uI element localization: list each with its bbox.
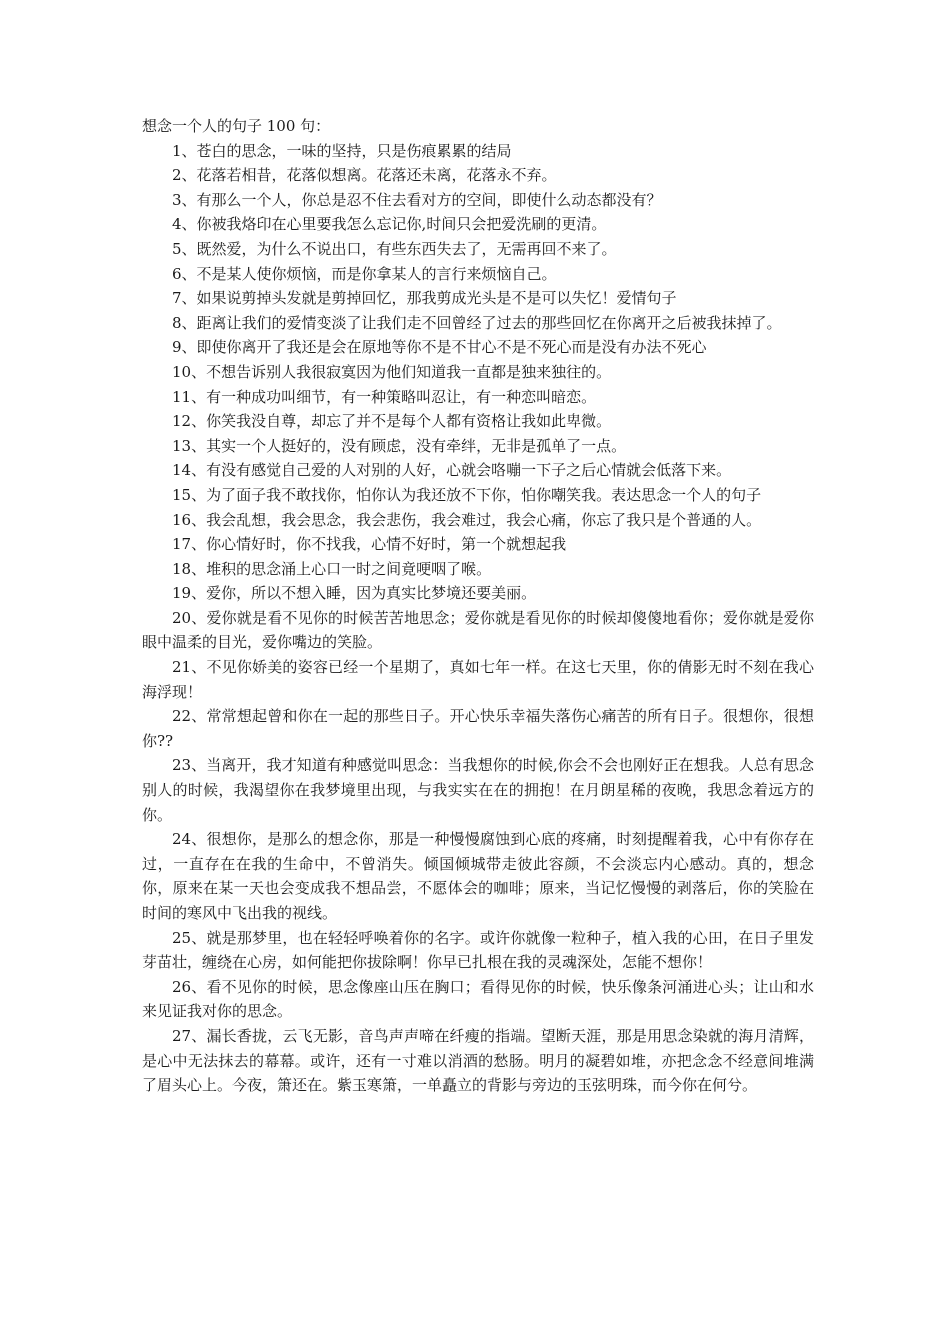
quote-item: 15、为了面子我不敢找你，怕你认为我还放不下你，怕你嘲笑我。表达思念一个人的句子 [172, 485, 762, 504]
quote-item: 19、爱你，所以不想入睡，因为真实比梦境还要美丽。 [172, 584, 537, 603]
quote-item: 27、漏长香拢，云飞无影，音鸟声声啼在纤瘦的指端。望断天涯，那是用思念染就的海月清辉，是心中无法抹去的幕幕。或许，还有一寸难以消酒的愁肠。明月的凝碧如堆，亦把念念不经意间堆满了眉头心上。今夜，箫还在。紫玉寒箫，一单矗立的背影与旁边的玉弦明珠，而今你在何兮。 [142, 1026, 814, 1095]
quote-item: 12、你笑我没自尊，却忘了并不是每个人都有资格让我如此卑微。 [172, 412, 612, 431]
quote-item: 17、你心情好时，你不找我，心情不好时，第一个就想起我 [172, 535, 567, 554]
quote-item: 26、看不见你的时候，思念像座山压在胸口；看得见你的时候，快乐像条河涌进心头；让山和水来见证我对你的思念。 [142, 977, 814, 1021]
quote-item: 21、不见你娇美的姿容已经一个星期了，真如七年一样。在这七天里，你的倩影无时不刻在我心海浮现！ [142, 658, 814, 701]
quote-item: 6、不是某人使你烦恼，而是你拿某人的言行来烦恼自己。 [172, 264, 557, 283]
quote-item: 20、爱你就是看不见你的时候苦苦地思念；爱你就是看见你的时候却傻傻地看你；爱你就是爱你眼中温柔的目光，爱你嘴边的笑脸。 [142, 608, 814, 652]
quote-item: 13、其实一个人挺好的，没有顾虑，没有牵绊，无非是孤单了一点。 [172, 436, 627, 455]
quote-item: 9、即使你离开了我还是会在原地等你不是不甘心不是不死心而是没有办法不死心 [172, 338, 707, 357]
quote-item: 24、很想你，是那么的想念你，那是一种慢慢腐蚀到心底的疼痛，时刻提醒着我，心中有你存在过，一直存在在我的生命中，不曾消失。倾国倾城带走彼此容颜，不会淡忘内心感动。真的，想念你，原来在某一天也会变成我不想品尝，不愿体会的咖啡；原来，当记忆慢慢的剥落后，你的笑脸在时间的寒风中飞出我的视线。 [142, 830, 814, 922]
quote-item: 3、有那么一个人，你总是忍不住去看对方的空间，即使什么动态都没有？ [172, 190, 662, 209]
document-page [142, 114, 814, 1098]
quote-item: 23、当离开，我才知道有种感觉叫思念：当我想你的时候,你会不会也刚好正在想我。人总有思念别人的时候，我渴望你在我梦境里出现，与我实实在在的拥抱！在月朗星稀的夜晚，我思念着远方的你。 [142, 756, 814, 824]
document-title: 想念一个人的句子 100 句： [142, 117, 331, 135]
quote-item: 25、就是那梦里，也在轻轻呼唤着你的名字。或许你就像一粒种子，植入我的心田，在日子里发芽苗壮，缠绕在心房，如何能把你拔除啊！你早已扎根在我的灵魂深处，怎能不想你！ [142, 928, 814, 972]
quote-item: 8、距离让我们的爱情变淡了让我们走不回曾经了过去的那些回忆在你离开之后被我抹掉了。 [172, 313, 782, 332]
quote-item: 1、苍白的思念，一味的坚持，只是伤痕累累的结局 [172, 141, 512, 160]
quote-item: 2、花落若相昔，花落似想离。花落还未离，花落永不弃。 [172, 166, 557, 185]
quote-item: 4、你被我烙印在心里要我怎么忘记你,时间只会把爱洗刷的更清。 [172, 215, 607, 234]
quote-item: 7、如果说剪掉头发就是剪掉回忆，那我剪成光头是不是可以失忆！爱情句子 [172, 289, 677, 308]
quote-item: 14、有没有感觉自己爱的人对别的人好，心就会咯嘣一下子之后心情就会低落下来。 [172, 461, 732, 480]
quote-item: 11、有一种成功叫细节，有一种策略叫忍让，有一种恋叫暗恋。 [172, 387, 597, 406]
quote-item: 5、既然爱，为什么不说出口，有些东西失去了，无需再回不来了。 [172, 239, 617, 258]
quote-item: 18、堆积的思念涌上心口一时之间竟哽咽了喉。 [172, 559, 492, 578]
quote-item: 10、不想告诉别人我很寂寞因为他们知道我一直都是独来独往的。 [172, 362, 612, 381]
quote-item: 22、常常想起曾和你在一起的那些日子。开心快乐幸福失落伤心痛苦的所有日子。很想你，很想你?? [142, 707, 814, 750]
quote-item: 16、我会乱想，我会思念，我会悲伤，我会难过，我会心痛，你忘了我只是个普通的人。 [172, 510, 762, 529]
